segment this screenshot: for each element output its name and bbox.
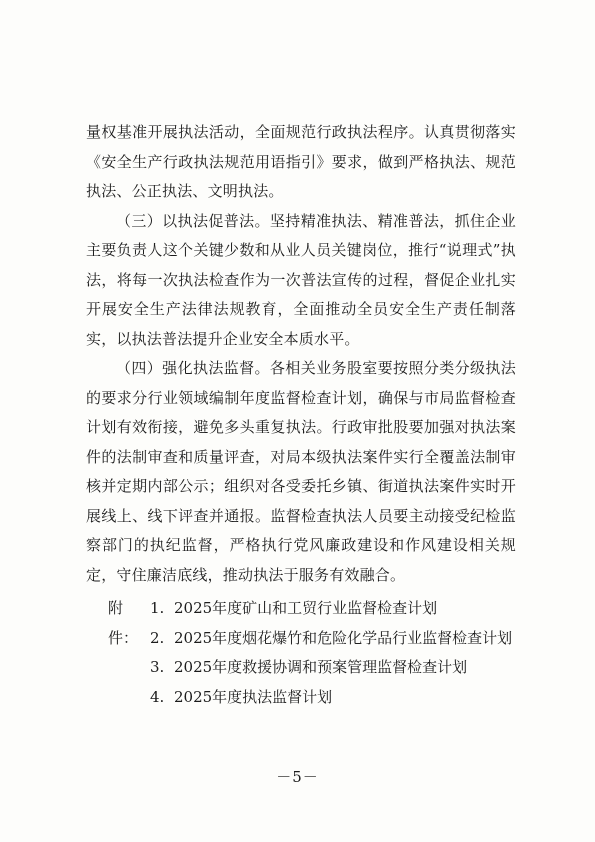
attachments-list xyxy=(150,594,528,712)
attachment-number: 3. xyxy=(150,658,165,676)
attachment-number: 1. xyxy=(150,599,165,617)
page-number: －5－ xyxy=(276,768,319,786)
paragraph-strengthen-supervision: （四）强化执法监督。各相关业务股室要按照分类分级执法的要求分行业领域编制年度监督检查计划，确保与市局监督检查计划有效衔接，避免多头重复执法。行政审批股要加强对执法案件的法制审查和质量评查，对局本级执法案件实行全覆盖法制审核并定期内部公示；组织对各受委托乡镇、街道执法案件实时开展线上、线下评查并通报。监督检查执法人员要主动接受纪检监察部门的执纪监督，严格执行党风廉政建设和作风建设相关规定，守住廉洁底线，推动执法于服务有效融合。 xyxy=(86,359,516,584)
attachment-item xyxy=(150,683,528,713)
attachment-number: 4. xyxy=(150,687,165,706)
attachment-title: 2025年度烟花爆竹和危险化学品行业监督检查计划 xyxy=(174,628,513,647)
attachment-title: 2025年度矿山和工贸行业监督检查计划 xyxy=(174,599,438,617)
body-text xyxy=(86,118,516,590)
attachment-number: 2. xyxy=(150,628,165,647)
paragraph-continued: 量权基准开展执法活动，全面规范行政执法程序。认真贯彻落实《安全生产行政执法规范用语指引》要求，做到严格执法、规范执法、公正执法、文明执法。 xyxy=(86,123,516,200)
paragraph-enforcement-promotes-law: （三）以执法促普法。坚持精准执法、精准普法，抓住企业主要负责人这个关键少数和从业人员关键岗位，推行“说理式”执法，将每一次执法检查作为一次普法宣传的过程，督促企业扎实开展安全生产法律法规教育，全面推动全员安全生产责任制落实，以执法普法提升企业安全本质水平。 xyxy=(86,211,516,348)
attachment-item xyxy=(150,653,528,683)
attachments-label: 附件： xyxy=(108,599,139,647)
attachments-section xyxy=(108,594,528,712)
attachment-title: 2025年度救援协调和预案管理监督检查计划 xyxy=(174,658,468,676)
attachment-item xyxy=(150,594,528,624)
attachment-item xyxy=(150,624,528,654)
attachment-title: 2025年度执法监督计划 xyxy=(174,687,333,706)
